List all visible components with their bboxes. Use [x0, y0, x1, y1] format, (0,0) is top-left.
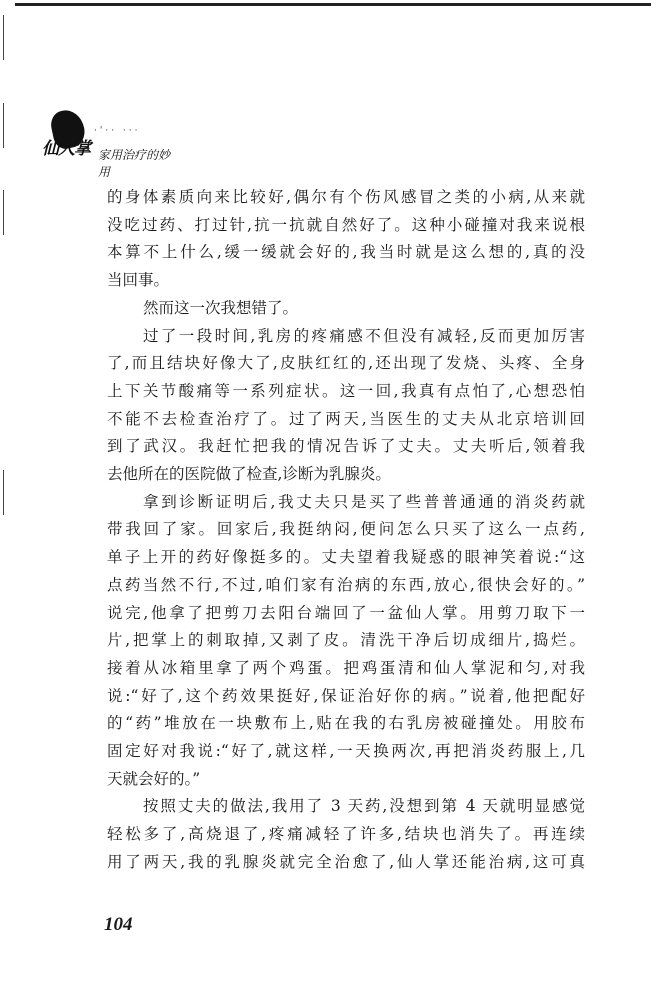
text-line: 拿到诊断证明后,我丈夫只是买了些普普通通的消炎药就 — [143, 492, 585, 511]
text-line: 去他所在的医院做了检查,诊断为乳腺炎。 — [107, 465, 391, 483]
text-line: 了,而且结块好像大了,皮肤红红的,还出现了发烧、头疼、全身 — [107, 354, 585, 373]
text-line: 固定好对我说:“好了,就这样,一天换两次,再把消炎药服上,几 — [107, 742, 585, 760]
page-number: 104 — [104, 914, 133, 935]
scan-edge-mark — [3, 470, 4, 515]
logo-subtitle: 家用治疗的妙用 — [98, 148, 171, 179]
text-line: 按照丈夫的做法,我用了 3 天药,没想到第 4 天就明显感觉 — [143, 797, 585, 816]
scan-edge-mark — [3, 103, 4, 148]
scan-edge-mark — [3, 190, 4, 235]
text-line: 上下关节酸痛等一系列症状。这一回,我真有点怕了,心想恐怕 — [107, 381, 585, 400]
text-line: 天就会好的。” — [107, 769, 201, 788]
text-line: 带我回了家。回家后,我挺纳闷,便问怎么只买了这么一点药, — [107, 520, 585, 539]
text-line: 用了两天,我的乳腺炎就完全治愈了,仙人掌还能治病,这可真 — [107, 852, 585, 871]
text-line: 当回事。 — [107, 271, 170, 290]
text-line: 单子上开的药好像挺多的。丈夫望着我疑惑的眼神笑着说:“这 — [107, 548, 585, 567]
text-line: 的“药”堆放在一块敷布上,贴在我的右乳房被碰撞处。用胶布 — [107, 714, 585, 733]
decorative-dots: ·'·· ··· — [94, 126, 141, 136]
text-line: 过了一段时间,乳房的疼痛感不但没有减轻,反而更加厉害 — [143, 326, 585, 345]
text-line: 说:“好了,这个药效果挺好,保证治好你的病。”说着,他把配好 — [107, 686, 585, 705]
text-line: 点药当然不行,不过,咱们家有治病的东西,放心,很快会好的。” — [107, 575, 585, 594]
book-logo — [40, 106, 180, 179]
text-line: 接着从冰箱里拿了两个鸡蛋。把鸡蛋清和仙人掌泥和匀,对我 — [107, 658, 585, 677]
text-line: 本算不上什么,缓一缓就会好的,我当时就是这么想的,真的没 — [107, 243, 585, 262]
scan-edge-mark — [3, 15, 4, 60]
top-rule — [15, 3, 651, 6]
text-line: 然而这一次我想错了。 — [143, 298, 299, 317]
text-line: 到了武汉。我赶忙把我的情况告诉了丈夫。丈夫听后,领着我 — [107, 437, 585, 456]
text-line: 轻松多了,高烧退了,疼痛减轻了许多,结块也消失了。再连续 — [107, 825, 585, 844]
text-line: 说完,他拿了把剪刀去阳台端回了一盆仙人掌。用剪刀取下一 — [107, 603, 585, 622]
logo-title: 仙人掌 — [42, 139, 90, 159]
text-line: 不能不去检查治疗了。过了两天,当医生的丈夫从北京培训回 — [107, 409, 585, 428]
text-line: 的身体素质向来比较好,偶尔有个伤风感冒之类的小病,从来就 — [107, 188, 585, 206]
text-line: 片,把掌上的刺取掉,又剥了皮。清洗干净后切成细片,捣烂。 — [107, 631, 585, 650]
text-line: 没吃过药、打过针,抗一抗就自然好了。这种小碰撞对我来说根 — [107, 215, 585, 234]
